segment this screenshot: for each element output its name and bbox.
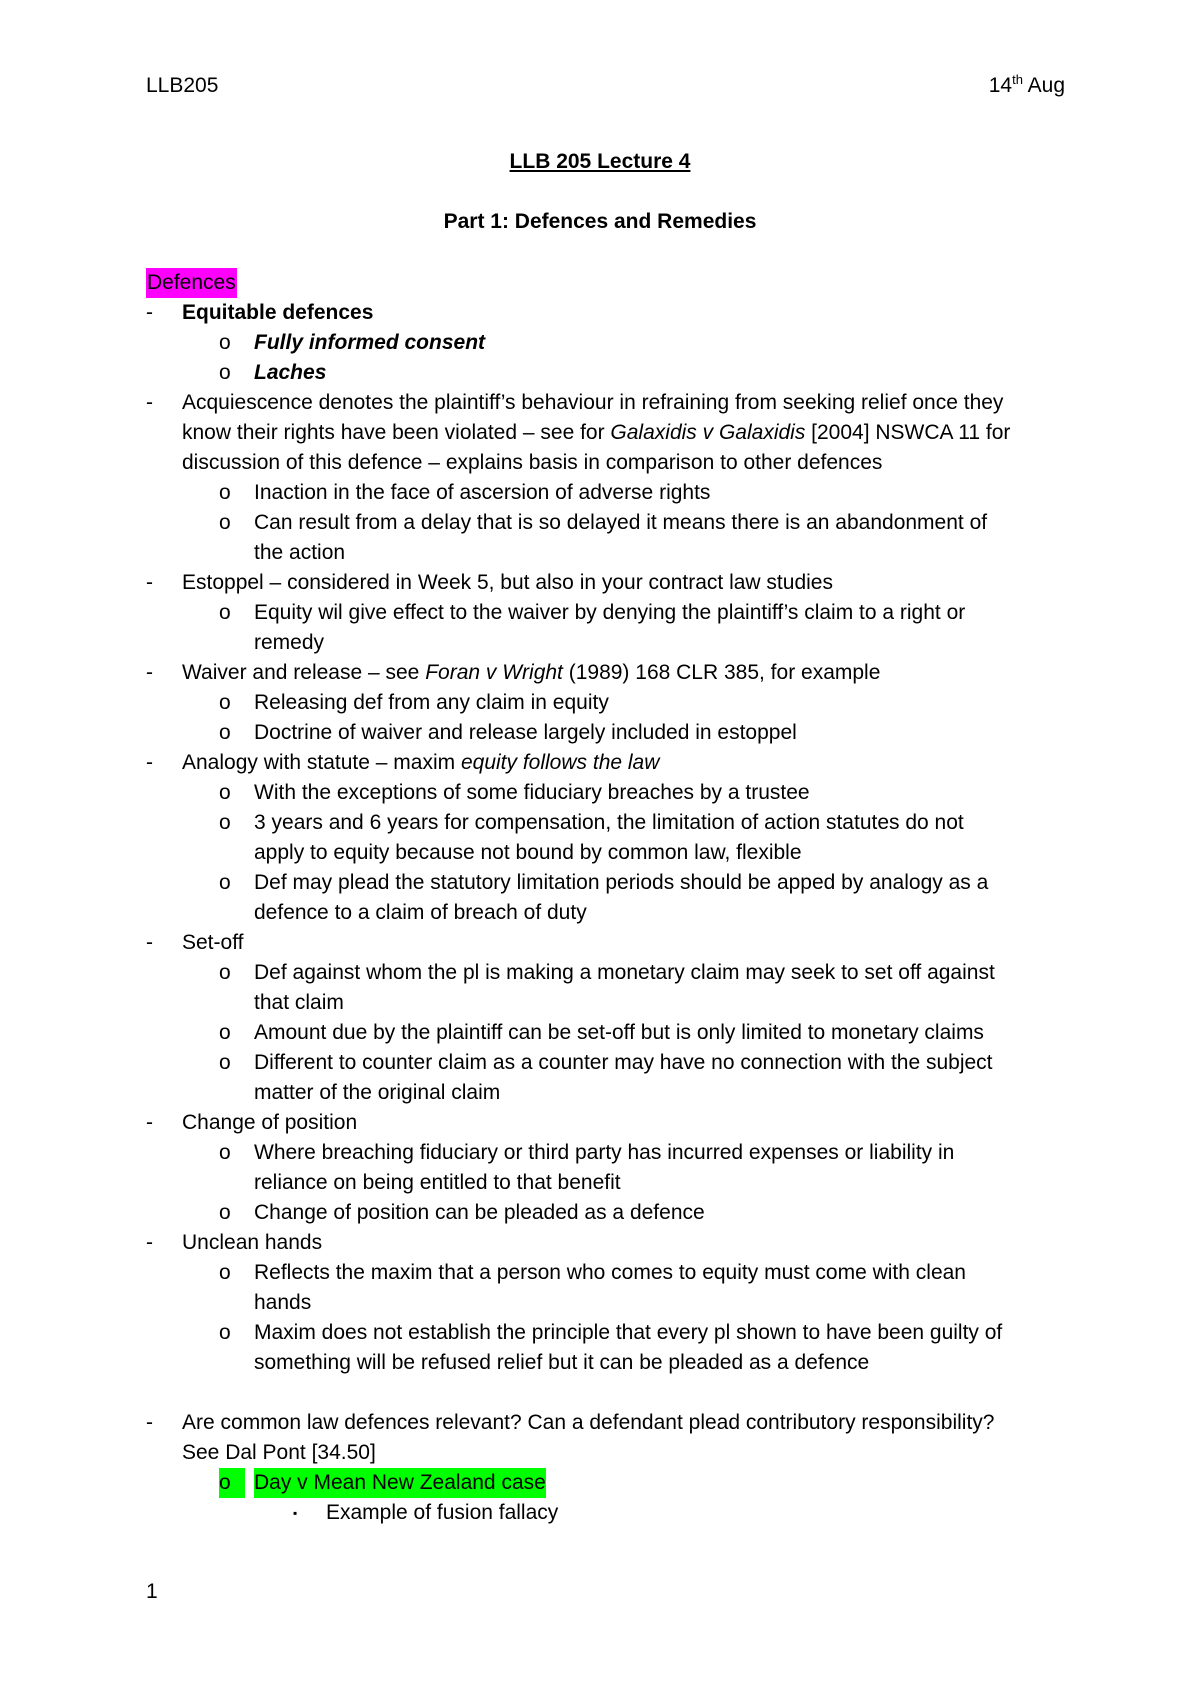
list-item — [146, 1408, 1066, 1438]
list-subitem — [146, 868, 1066, 898]
circle-bullet: o — [219, 601, 231, 624]
circle-bullet: o — [219, 1021, 231, 1044]
page-number: 1 — [146, 1580, 158, 1603]
subitem-text: Maxim does not establish the principle that every pl shown to have been guilty of — [254, 1321, 1003, 1344]
circle-bullet: o — [219, 811, 231, 834]
date-suffix: th — [1012, 72, 1023, 87]
circle-bullet: o — [219, 1141, 231, 1164]
subitem-text: With the exceptions of some fiduciary breaches by a trustee — [254, 781, 810, 804]
circle-bullet: o — [219, 1051, 231, 1074]
list-subitem — [146, 1138, 1066, 1168]
list-subitem-continuation: matter of the original claim — [254, 1081, 501, 1104]
page-title: LLB 205 Lecture 4 — [509, 150, 691, 173]
circle-bullet: o — [219, 871, 231, 894]
circle-bullet: o — [219, 331, 231, 354]
list-subitem — [146, 358, 1066, 388]
list-subitem — [146, 478, 1066, 508]
dash-bullet: - — [146, 571, 153, 594]
dash-bullet: - — [146, 301, 153, 324]
maxim-text: equity follows the law — [460, 751, 660, 774]
list-item — [146, 928, 1066, 958]
dash-bullet: - — [146, 751, 153, 774]
list-subitem-continuation: the action — [254, 541, 346, 564]
subitem-text: Different to counter claim as a counter may have no connection with the subject — [254, 1051, 993, 1074]
list-subitem-continuation: something will be refused relief but it can be pleaded as a defence — [254, 1351, 870, 1374]
dash-bullet: - — [146, 1411, 153, 1434]
list-item-continuation: See Dal Pont [34.50] — [182, 1441, 376, 1464]
date-day: 14 — [988, 74, 1013, 97]
circle-bullet: o — [219, 511, 231, 534]
list-subitem-continuation: hands — [254, 1291, 312, 1314]
blank-line — [146, 1378, 1066, 1408]
list-subitem — [146, 718, 1066, 748]
dash-bullet: - — [146, 1111, 153, 1134]
list-subitem — [146, 958, 1066, 988]
list-subitem-continuation: reliance on being entitled to that benefit — [254, 1171, 621, 1194]
list-subitem-continuation: apply to equity because not bound by common law, flexible — [254, 841, 802, 864]
subitem-text: Can result from a delay that is so delayed it means there is an abandonment of — [254, 511, 988, 534]
item-text: (1989) 168 CLR 385, for example — [562, 661, 881, 684]
list-subitem-continuation: remedy — [254, 631, 325, 654]
date-month: Aug — [1022, 74, 1065, 97]
header-date — [989, 74, 1065, 98]
list-item — [146, 1228, 1066, 1258]
subsubitem-text: Example of fusion fallacy — [326, 1501, 559, 1524]
list-item — [146, 388, 1066, 418]
case-name: Galaxidis v Galaxidis — [610, 421, 806, 444]
list-subitem — [146, 1198, 1066, 1228]
list-subitem — [146, 598, 1066, 628]
list-item — [146, 1108, 1066, 1138]
case-highlight: Day v Mean New Zealand case — [254, 1468, 546, 1498]
circle-bullet: o — [219, 361, 231, 384]
item-text: Estoppel – considered in Week 5, but also in your contract law studies — [182, 571, 833, 594]
section-heading-line — [146, 268, 1066, 298]
case-name: Foran v Wright — [425, 661, 563, 684]
list-item — [146, 298, 1066, 328]
circle-bullet: o — [219, 1321, 231, 1344]
subitem-text: Reflects the maxim that a person who comes to equity must come with clean — [254, 1261, 966, 1284]
circle-bullet: o — [219, 961, 231, 984]
circle-bullet: o — [219, 1468, 245, 1498]
subitem-text: Fully informed consent — [254, 331, 486, 354]
list-subitem — [146, 1318, 1066, 1348]
circle-bullet: o — [219, 1201, 231, 1224]
item-text: Acquiescence denotes the plaintiff’s behaviour in refraining from seeking relief once they — [182, 391, 1004, 414]
circle-bullet: o — [219, 781, 231, 804]
circle-bullet: o — [219, 691, 231, 714]
item-text: know their rights have been violated – see for — [182, 421, 611, 444]
list-subitem — [146, 1048, 1066, 1078]
circle-bullet: o — [219, 481, 231, 504]
item-text: Change of position — [182, 1111, 358, 1134]
list-subitem-continuation: defence to a claim of breach of duty — [254, 901, 587, 924]
notes-body — [146, 268, 1066, 1528]
item-text: Set-off — [182, 931, 244, 954]
list-item-continuation: discussion of this defence – explains basis in comparison to other defences — [182, 451, 883, 474]
list-subitem — [146, 1258, 1066, 1288]
subitem-text: Where breaching fiduciary or third party has incurred expenses or liability in — [254, 1141, 955, 1164]
subitem-text: Change of position can be pleaded as a defence — [254, 1201, 705, 1224]
section-heading: Defences — [146, 268, 237, 298]
dash-bullet: - — [146, 661, 153, 684]
subitem-text: Equity wil give effect to the waiver by denying the plaintiff’s claim to a right or — [254, 601, 966, 624]
list-item-continuation — [146, 418, 1066, 448]
list-item — [146, 568, 1066, 598]
list-subitem — [146, 778, 1066, 808]
list-subitem — [146, 1018, 1066, 1048]
list-item — [146, 748, 1066, 778]
list-subitem — [146, 328, 1066, 358]
subitem-text: Doctrine of waiver and release largely included in estoppel — [254, 721, 797, 744]
subitem-text: Laches — [254, 361, 327, 384]
subitem-text: Amount due by the plaintiff can be set-off but is only limited to monetary claims — [254, 1021, 984, 1044]
item-text: [2004] NSWCA 11 for — [805, 421, 1011, 444]
square-bullet: ▪ — [293, 1506, 298, 1520]
dash-bullet: - — [146, 1231, 153, 1254]
list-subitem-highlighted — [146, 1468, 1066, 1498]
item-text: Equitable defences — [182, 301, 374, 324]
header-course: LLB205 — [146, 74, 219, 97]
item-text: Are common law defences relevant? Can a defendant plead contributory responsibility? — [182, 1411, 995, 1434]
circle-bullet: o — [219, 721, 231, 744]
subitem-text: Def against whom the pl is making a monetary claim may seek to set off against — [254, 961, 995, 984]
subitem-text: Releasing def from any claim in equity — [254, 691, 609, 714]
subitem-text: Inaction in the face of ascersion of adverse rights — [254, 481, 711, 504]
item-text: Analogy with statute – maxim — [182, 751, 461, 774]
list-subitem — [146, 808, 1066, 838]
list-subitem — [146, 508, 1066, 538]
list-subsubitem — [146, 1498, 1066, 1528]
item-text: Unclean hands — [182, 1231, 323, 1254]
dash-bullet: - — [146, 391, 153, 414]
list-subitem — [146, 688, 1066, 718]
item-text: Waiver and release – see — [182, 661, 426, 684]
subitem-text: 3 years and 6 years for compensation, the limitation of action statutes do not — [254, 811, 964, 834]
page-subtitle: Part 1: Defences and Remedies — [443, 210, 757, 233]
list-subitem-continuation: that claim — [254, 991, 344, 1014]
list-item — [146, 658, 1066, 688]
dash-bullet: - — [146, 931, 153, 954]
circle-bullet: o — [219, 1261, 231, 1284]
subitem-text: Def may plead the statutory limitation periods should be apped by analogy as a — [254, 871, 989, 894]
